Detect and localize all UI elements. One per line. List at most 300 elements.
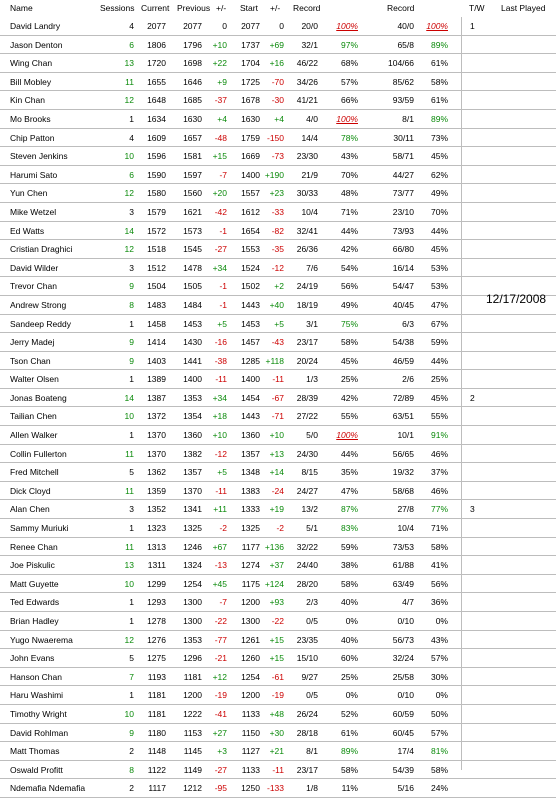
cell-record-2: 61/88 <box>392 560 414 571</box>
cell-record-2: 5/16 <box>397 783 414 794</box>
cell-start: 1333 <box>241 504 260 515</box>
cell-diff: -19 <box>214 690 227 701</box>
cell-diff-2: +118 <box>265 355 284 366</box>
cell-pct: 42% <box>340 244 358 255</box>
table-row <box>0 407 556 426</box>
cell-pct: 58% <box>340 337 358 348</box>
cell-diff-2: +37 <box>269 560 284 571</box>
cell-record: 21/9 <box>301 169 318 180</box>
cell-start: 1177 <box>241 541 260 552</box>
table-row <box>0 166 556 185</box>
table-row <box>0 686 556 705</box>
cell-record-2: 6/3 <box>402 318 414 329</box>
cell-sessions: 1 <box>129 318 134 329</box>
cell-start: 1285 <box>241 355 260 366</box>
table-row <box>0 668 556 687</box>
header-diff2: +/- <box>270 3 281 13</box>
header-previous: Previous <box>177 3 211 13</box>
cell-pct: 54% <box>340 262 358 273</box>
cell-pct: 38% <box>340 560 358 571</box>
cell-sessions: 13 <box>124 560 134 571</box>
cell-pct-2: 61% <box>430 58 448 69</box>
cell-current: 1370 <box>147 430 166 441</box>
cell-name: John Evans <box>10 653 55 664</box>
cell-diff: -12 <box>214 448 227 459</box>
cell-diff: -11 <box>215 374 227 385</box>
cell-name: Kin Chan <box>10 95 45 106</box>
cell-pct: 43% <box>340 151 358 162</box>
cell-pct: 52% <box>340 708 358 719</box>
cell-record: 3/1 <box>306 318 318 329</box>
cell-sessions: 11 <box>125 485 134 496</box>
cell-record: 10/4 <box>301 206 318 217</box>
cell-name: David Rohlman <box>10 727 69 738</box>
cell-previous: 1400 <box>183 374 202 385</box>
cell-current: 1359 <box>147 485 166 496</box>
cell-record-2: 54/39 <box>392 764 414 775</box>
cell-diff: +45 <box>212 578 227 589</box>
cell-start: 1175 <box>241 578 260 589</box>
cell-record-2: 40/45 <box>392 299 414 310</box>
cell-name: Chip Patton <box>10 132 55 143</box>
cell-previous: 1573 <box>183 225 202 236</box>
cell-pct-2: 61% <box>430 95 448 106</box>
table-row <box>0 463 556 482</box>
cell-record-2: 56/65 <box>392 448 414 459</box>
cell-name: Bill Mobley <box>10 76 52 87</box>
cell-sessions: 1 <box>129 523 134 534</box>
cell-record-2: 73/53 <box>392 541 414 552</box>
cell-previous: 1300 <box>183 597 202 608</box>
cell-diff-2: -73 <box>271 151 284 162</box>
cell-pct-2: 24% <box>430 783 448 794</box>
cell-record-2: 63/51 <box>392 411 414 422</box>
cell-start: 1443 <box>241 299 260 310</box>
cell-record-2: 60/45 <box>392 727 414 738</box>
cell-diff: +18 <box>212 411 227 422</box>
cell-sessions: 14 <box>124 392 134 403</box>
cell-name: David Wilder <box>10 262 59 273</box>
cell-pct-2: 81% <box>430 746 448 757</box>
table-row <box>0 538 556 557</box>
cell-diff: +4 <box>217 113 227 124</box>
cell-diff-2: -22 <box>271 616 284 626</box>
cell-record-2: 54/47 <box>392 281 414 292</box>
cell-current: 1389 <box>147 374 166 385</box>
cell-pct: 48% <box>340 188 358 199</box>
cell-name: Oswald Profitt <box>10 764 63 775</box>
table-row <box>0 779 556 798</box>
cell-sessions: 11 <box>125 76 134 87</box>
table-row <box>0 426 556 445</box>
cell-record: 5/1 <box>306 523 318 534</box>
cell-diff: -48 <box>214 132 227 143</box>
cell-sessions: 2 <box>129 746 134 757</box>
cell-record: 28/39 <box>296 392 318 403</box>
table-row <box>0 36 556 55</box>
cell-start: 1261 <box>241 634 260 645</box>
cell-pct-2: 36% <box>430 597 448 608</box>
cell-name: Mo Brooks <box>10 113 51 124</box>
cell-record: 24/27 <box>296 485 318 496</box>
cell-current: 1579 <box>147 206 166 217</box>
cell-pct-2: 58% <box>430 764 448 775</box>
table-row <box>0 705 556 724</box>
cell-previous: 1354 <box>183 411 202 422</box>
cell-record-2: 2/6 <box>402 374 414 385</box>
cell-pct-2: 57% <box>430 653 448 664</box>
cell-current: 1403 <box>147 355 166 366</box>
cell-record-2: 8/1 <box>402 113 414 124</box>
cell-record-2: 60/59 <box>392 708 414 719</box>
cell-name: Jonas Boateng <box>10 392 67 403</box>
cell-diff: +34 <box>212 262 227 273</box>
cell-diff-2: -43 <box>271 337 284 348</box>
table-row <box>0 222 556 241</box>
cell-diff: -7 <box>219 597 227 608</box>
cell-start: 1200 <box>241 597 260 608</box>
header-start: Start <box>240 3 258 13</box>
cell-diff-2: -30 <box>271 95 284 106</box>
cell-diff-2: +30 <box>269 727 284 738</box>
cell-start: 1678 <box>241 95 260 106</box>
header-tw: T/W <box>469 3 485 13</box>
cell-start: 1254 <box>241 671 260 682</box>
cell-name: Andrew Strong <box>10 299 67 310</box>
cell-pct: 97% <box>340 39 358 50</box>
cell-sessions: 12 <box>124 244 134 255</box>
cell-name: Jason Denton <box>10 39 63 50</box>
table-row <box>0 73 556 92</box>
table-row <box>0 240 556 259</box>
cell-record: 32/22 <box>296 541 318 552</box>
cell-pct: 100% <box>336 430 358 441</box>
table-row <box>0 631 556 650</box>
cell-pct-2: 47% <box>430 299 448 310</box>
cell-current: 1387 <box>147 392 166 403</box>
cell-sessions: 3 <box>129 206 134 217</box>
table-row <box>0 575 556 594</box>
cell-previous: 1545 <box>183 244 202 255</box>
cell-pct: 61% <box>340 727 358 738</box>
cell-start: 1630 <box>241 113 260 124</box>
cell-pct: 59% <box>340 541 358 552</box>
cell-sessions: 3 <box>129 262 134 273</box>
cell-pct: 44% <box>340 448 358 459</box>
cell-previous: 1254 <box>183 578 202 589</box>
cell-name: Brian Hadley <box>10 616 59 626</box>
cell-pct-2: 44% <box>430 225 448 236</box>
cell-pct-2: 46% <box>430 448 448 459</box>
cell-diff-2: +15 <box>269 634 284 645</box>
cell-record-2: 4/7 <box>402 597 414 608</box>
cell-record-2: 0/10 <box>397 616 414 626</box>
cell-record-2: 65/8 <box>397 39 414 50</box>
cell-start: 1383 <box>241 485 260 496</box>
cell-previous: 1685 <box>183 95 202 106</box>
cell-current: 1276 <box>147 634 166 645</box>
cell-pct-2: 57% <box>430 727 448 738</box>
cell-sessions: 10 <box>124 708 134 719</box>
cell-pct-2: 45% <box>430 244 448 255</box>
cell-pct-2: 73% <box>430 132 448 143</box>
cell-start: 1443 <box>241 411 260 422</box>
cell-diff: -2 <box>219 523 227 534</box>
cell-diff-2: +16 <box>269 58 284 69</box>
header-sessions: Sessions <box>100 3 135 13</box>
cell-record: 24/30 <box>296 448 318 459</box>
table-row <box>0 147 556 166</box>
cell-pct-2: 89% <box>430 39 448 50</box>
cell-pct: 0% <box>345 616 358 626</box>
cell-name: Harumi Sato <box>10 169 58 180</box>
table-row <box>0 17 556 36</box>
cell-diff-2: -35 <box>271 244 284 255</box>
cell-previous: 1560 <box>183 188 202 199</box>
cell-diff-2: +21 <box>269 746 284 757</box>
cell-sessions: 11 <box>125 448 134 459</box>
header-name: Name <box>10 3 33 13</box>
cell-pct: 42% <box>340 392 358 403</box>
cell-sessions: 6 <box>129 39 134 50</box>
cell-current: 1590 <box>147 169 166 180</box>
cell-name: Matt Thomas <box>10 746 60 757</box>
cell-previous: 1149 <box>183 764 202 775</box>
cell-record-2: 58/71 <box>392 151 414 162</box>
cell-name: Tson Chan <box>10 355 51 366</box>
cell-diff-2: -33 <box>271 206 284 217</box>
cell-diff: -1 <box>219 281 227 292</box>
table-row <box>0 184 556 203</box>
cell-pct-2: 71% <box>430 523 448 534</box>
cell-pct-2: 91% <box>430 430 448 441</box>
cell-name: Mike Wetzel <box>10 206 57 217</box>
cell-current: 1634 <box>147 113 166 124</box>
cell-record-2: 10/1 <box>397 430 414 441</box>
cell-pct: 78% <box>340 132 358 143</box>
cell-diff: +10 <box>212 39 227 50</box>
cell-name: Fred Mitchell <box>10 467 59 478</box>
cell-sessions: 14 <box>124 225 134 236</box>
cell-record-2: 25/58 <box>392 671 414 682</box>
cell-diff: +34 <box>212 392 227 403</box>
cell-previous: 1657 <box>183 132 202 143</box>
cell-pct: 55% <box>340 411 358 422</box>
header-record: Record <box>293 3 321 13</box>
cell-pct: 35% <box>340 467 358 478</box>
cell-start: 1260 <box>241 653 260 664</box>
cell-name: Yun Chen <box>10 188 48 199</box>
cell-record: 23/35 <box>296 634 318 645</box>
cell-tw: 2 <box>470 392 475 403</box>
table-row <box>0 370 556 389</box>
cell-pct-2: 53% <box>430 262 448 273</box>
cell-pct-2: 44% <box>430 355 448 366</box>
cell-diff: -27 <box>214 244 227 255</box>
cell-sessions: 4 <box>129 132 134 143</box>
cell-sessions: 10 <box>124 151 134 162</box>
cell-record-2: 27/8 <box>397 504 414 515</box>
cell-pct-2: 53% <box>430 281 448 292</box>
cell-record: 28/20 <box>296 578 318 589</box>
cell-start: 2077 <box>241 21 260 31</box>
cell-tw: 3 <box>470 504 475 515</box>
cell-diff: -7 <box>219 169 227 180</box>
cell-current: 1483 <box>147 299 166 310</box>
cell-previous: 1441 <box>183 355 202 366</box>
cell-pct-2: 0% <box>435 690 448 701</box>
cell-previous: 1325 <box>183 523 202 534</box>
cell-diff: -37 <box>214 95 227 106</box>
cell-start: 1274 <box>241 560 260 571</box>
cell-name: Ed Watts <box>10 225 45 236</box>
cell-current: 1122 <box>147 764 166 775</box>
cell-diff-2: -67 <box>271 392 284 403</box>
cell-diff: +10 <box>212 430 227 441</box>
last-played-date: 12/17/2008 <box>486 292 547 306</box>
cell-pct: 40% <box>340 597 358 608</box>
cell-name: Alan Chen <box>10 504 50 515</box>
cell-record-2: 16/14 <box>392 262 414 273</box>
cell-diff: -77 <box>214 634 227 645</box>
table-row <box>0 296 556 315</box>
cell-previous: 1353 <box>183 634 202 645</box>
cell-record-2: 72/89 <box>392 392 414 403</box>
cell-pct-2: 43% <box>430 634 448 645</box>
cell-name: Collin Fullerton <box>10 448 67 459</box>
cell-pct-2: 55% <box>430 411 448 422</box>
cell-current: 1117 <box>148 783 166 794</box>
cell-previous: 1597 <box>183 169 202 180</box>
cell-record: 18/19 <box>296 299 318 310</box>
cell-name: Jerry Madej <box>10 337 55 348</box>
cell-record: 20/0 <box>301 21 318 31</box>
cell-record-2: 30/11 <box>393 132 414 143</box>
table-row <box>0 259 556 278</box>
cell-diff-2: +136 <box>264 541 284 552</box>
cell-pct-2: 25% <box>430 374 448 385</box>
cell-name: Cristian Draghici <box>10 244 73 255</box>
cell-diff-2: -71 <box>271 411 284 422</box>
cell-sessions: 9 <box>129 281 134 292</box>
table-row <box>0 593 556 612</box>
cell-sessions: 4 <box>129 21 134 31</box>
cell-start: 1300 <box>241 616 260 626</box>
table-row <box>0 129 556 148</box>
cell-current: 1648 <box>147 95 166 106</box>
cell-record-2: 46/59 <box>392 355 414 366</box>
cell-sessions: 8 <box>129 764 134 775</box>
cell-pct: 40% <box>340 634 358 645</box>
cell-diff-2: -150 <box>266 132 284 143</box>
cell-name: Timothy Wright <box>10 708 67 719</box>
cell-sessions: 2 <box>129 783 134 794</box>
cell-start: 1557 <box>241 188 260 199</box>
cell-record: 30/33 <box>296 188 318 199</box>
cell-start: 1348 <box>241 467 260 478</box>
cell-start: 1250 <box>241 783 260 794</box>
cell-start: 1502 <box>241 281 260 292</box>
table-row <box>0 91 556 110</box>
cell-diff-2: +19 <box>269 504 284 515</box>
cell-pct: 25% <box>340 671 358 682</box>
table-row <box>0 352 556 371</box>
cell-record: 0/5 <box>306 690 318 701</box>
cell-pct: 75% <box>340 318 358 329</box>
cell-diff: -1 <box>219 225 227 236</box>
cell-start: 1759 <box>241 132 260 143</box>
cell-current: 1193 <box>147 671 166 682</box>
cell-pct-2: 49% <box>430 188 448 199</box>
cell-sessions: 9 <box>129 727 134 738</box>
cell-diff-2: +2 <box>274 281 284 292</box>
cell-start: 1669 <box>241 151 260 162</box>
cell-start: 1400 <box>241 169 260 180</box>
cell-start: 1400 <box>241 374 260 385</box>
cell-diff: -27 <box>214 764 227 775</box>
cell-record: 23/30 <box>296 151 318 162</box>
cell-record: 23/17 <box>296 337 318 348</box>
cell-diff: +3 <box>217 746 227 757</box>
cell-record: 23/17 <box>296 764 318 775</box>
cell-start: 1325 <box>241 523 260 534</box>
cell-record-2: 58/68 <box>392 485 414 496</box>
header-diff: +/- <box>216 3 227 13</box>
cell-diff-2: +69 <box>269 39 284 50</box>
table-row <box>0 203 556 222</box>
cell-record-2: 93/59 <box>392 95 414 106</box>
cell-name: Wing Chan <box>10 58 53 69</box>
cell-current: 1580 <box>147 188 166 199</box>
cell-previous: 1300 <box>183 616 202 626</box>
cell-pct-2: 70% <box>430 206 448 217</box>
cell-record: 1/3 <box>306 374 318 385</box>
cell-previous: 1621 <box>183 206 202 217</box>
cell-diff: +9 <box>217 76 227 87</box>
cell-pct: 83% <box>340 523 358 534</box>
cell-record: 32/1 <box>301 39 318 50</box>
table-row <box>0 724 556 743</box>
cell-current: 1293 <box>147 597 166 608</box>
cell-diff-2: +40 <box>269 299 284 310</box>
cell-diff-2: +190 <box>264 169 284 180</box>
cell-name: Trevor Chan <box>10 281 57 292</box>
cell-record-2: 19/32 <box>392 467 414 478</box>
table-row <box>0 315 556 334</box>
table-row <box>0 445 556 464</box>
cell-sessions: 1 <box>129 597 134 608</box>
cell-current: 1148 <box>147 746 166 757</box>
cell-current: 1313 <box>147 541 166 552</box>
cell-name: Joe Piskulic <box>10 560 55 571</box>
cell-diff-2: 0 <box>279 21 284 31</box>
cell-sessions: 3 <box>129 504 134 515</box>
cell-record-2: 85/62 <box>392 76 414 87</box>
cell-name: Yugo Nwaerema <box>10 634 73 645</box>
cell-previous: 2077 <box>183 21 202 31</box>
cell-start: 1704 <box>241 58 260 69</box>
cell-previous: 1484 <box>183 299 202 310</box>
cell-diff: -21 <box>214 653 227 664</box>
cell-diff: -22 <box>214 616 227 626</box>
cell-record-2: 66/80 <box>392 244 414 255</box>
header-last-played: Last Played <box>501 3 546 13</box>
cell-sessions: 10 <box>124 578 134 589</box>
cell-pct: 70% <box>340 169 358 180</box>
cell-record: 27/22 <box>296 411 318 422</box>
cell-name: Matt Guyette <box>10 578 59 589</box>
cell-start: 1200 <box>241 690 260 701</box>
